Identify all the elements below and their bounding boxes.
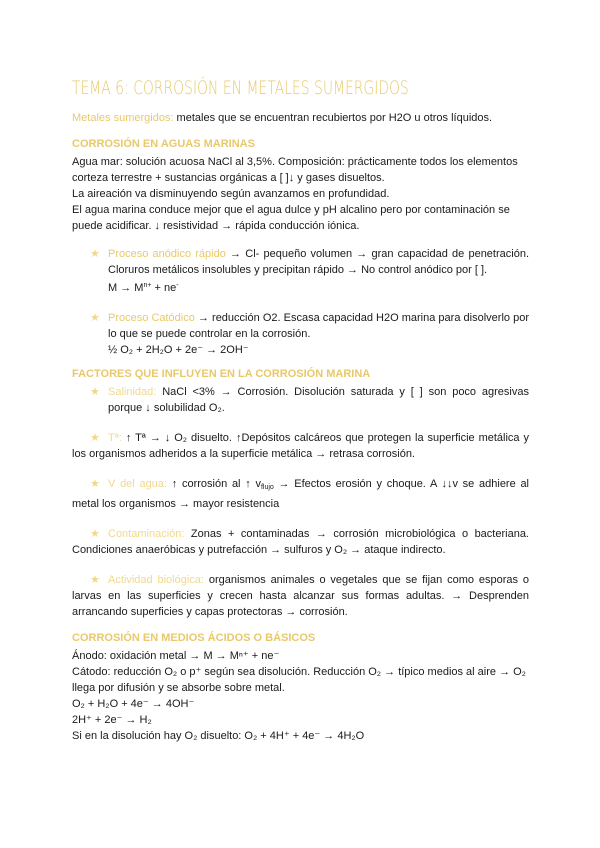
star-icon: ★ [90, 528, 100, 540]
intro-text: metales que se encuentran recubiertos por H2O u otros líquidos. [173, 112, 493, 124]
cathodic-term: Proceso Catódico [108, 312, 195, 324]
list-item-biological [72, 572, 529, 620]
document-page [72, 74, 529, 744]
biological-text: organismos animales o vegetales que se fijan como esporas o larvas en las superficies y crecen hasta alcanzar sus formas adultas. → Desprenden arrancando superficies y capas protectoras → corrosión. [72, 574, 529, 618]
velocity-sub: flujo [260, 484, 274, 491]
star-icon: ★ [90, 574, 100, 586]
temperature-text: ↑ Tª → ↓ O₂ disuelto. ↑Depósitos calcáreos que protegen la superficie metálica y los organismos adheridos a la superficie metálica → retrasa corrosión. [72, 432, 529, 460]
anodic-text: → Cl- pequeño volumen → gran capacidad de penetración. Cloruros metálicos insolubles y precipitan rápido → No control anódico por [ ]. [108, 248, 530, 276]
intro-term: Metales sumergidos: [72, 112, 174, 124]
equation-hydrogen: 2H⁺ + 2e⁻ → H₂ [72, 714, 152, 726]
list-item-temperature [72, 430, 529, 462]
section-heading-factores: FACTORES QUE INFLUYEN EN LA CORROSIÓN MARINA [72, 368, 371, 380]
star-icon: ★ [90, 248, 100, 260]
conduction-paragraph: El agua marina conduce mejor que el agua dulce y pH alcalino pero por contaminación se puede acidificar. ↓ resistividad → rápida conducción iónica. [72, 204, 510, 232]
salinity-text: NaCl <3% → Corrosión. Disolución saturada y [ ] son poco agresivas porque ↓ solubilidad O₂. [108, 386, 529, 414]
anodic-term: Proceso anódico rápido [108, 248, 226, 260]
page-title: TEMA 6: CORROSIÓN EN METALES SUMERGIDOS [72, 77, 409, 99]
velocity-text-a: ↑ corrosión al ↑ v [167, 478, 261, 490]
dissolved-oxygen-line: Si en la disolución hay O₂ disuelto: O₂ + 4H⁺ + 4e⁻ → 4H₂O [72, 730, 365, 742]
cathodic-equation: ½ O₂ + 2H₂O + 2e⁻ → 2OH⁻ [108, 344, 249, 356]
list-item-cathodic [72, 310, 529, 358]
anodic-eq-right: + ne [151, 282, 177, 294]
list-item-water-velocity [72, 476, 529, 512]
contamination-term: Contaminación: [108, 528, 185, 540]
factor-list [72, 384, 529, 620]
intro-paragraph [72, 110, 529, 126]
list-item-salinity [72, 384, 529, 416]
biological-term: Actividad biológica: [108, 574, 204, 586]
star-icon: ★ [90, 478, 100, 490]
equation-oxygen: O₂ + H₂O + 4e⁻ → 4OH⁻ [72, 698, 195, 710]
cathodic-text: → reducción O2. Escasa capacidad H2O marina para disolverlo por lo que se puede controlar en la corrosión. [108, 312, 529, 340]
velocity-term: V del agua: [108, 478, 168, 490]
process-list [72, 246, 529, 358]
list-item-anodic [72, 246, 529, 296]
contamination-text: Zonas + contaminadas → corrosión microbiológica o bacteriana. Condiciones anaeróbicas y putrefacción → sulfuros y O₂ → ataque indirecto. [72, 528, 529, 556]
cathode-paragraph: Cátodo: reducción O₂ o p⁺ según sea disolución. Reducción O₂ → típico medios al aire → O₂ llega por difusión y se absorbe sobre metal. [72, 666, 526, 694]
list-item-contamination [72, 526, 529, 558]
aeration-paragraph: La aireación va disminuyendo según avanzamos en profundidad. [72, 188, 390, 200]
star-icon: ★ [90, 432, 100, 444]
anodic-equation [108, 282, 179, 294]
section-heading-acidos-basicos: CORROSIÓN EN MEDIOS ÁCIDOS O BÁSICOS [72, 632, 316, 644]
section-heading-aguas-marinas: CORROSIÓN EN AGUAS MARINAS [72, 138, 255, 150]
marine-water-paragraph: Agua mar: solución acuosa NaCl al 3,5%. Composición: prácticamente todos los elementos corteza terrestre + sustancias orgánicas a [ ]↓ y gases disueltos. [72, 156, 518, 184]
salinity-term: Salinidad: [108, 386, 157, 398]
velocity-text-b: → Efectos erosión y choque. A ↓↓v se adhiere al metal los organismos → mayor resistencia [72, 478, 530, 510]
anode-line: Ánodo: oxidación metal → M → Mⁿ⁺ + ne⁻ [72, 650, 280, 662]
star-icon: ★ [90, 386, 100, 398]
anodic-eq-sup: n+ [143, 282, 152, 289]
temperature-term: Tª: [108, 432, 122, 444]
anodic-eq-left: M → M [108, 282, 144, 294]
anodic-eq-sup2: - [176, 282, 179, 289]
star-icon: ★ [90, 312, 100, 324]
